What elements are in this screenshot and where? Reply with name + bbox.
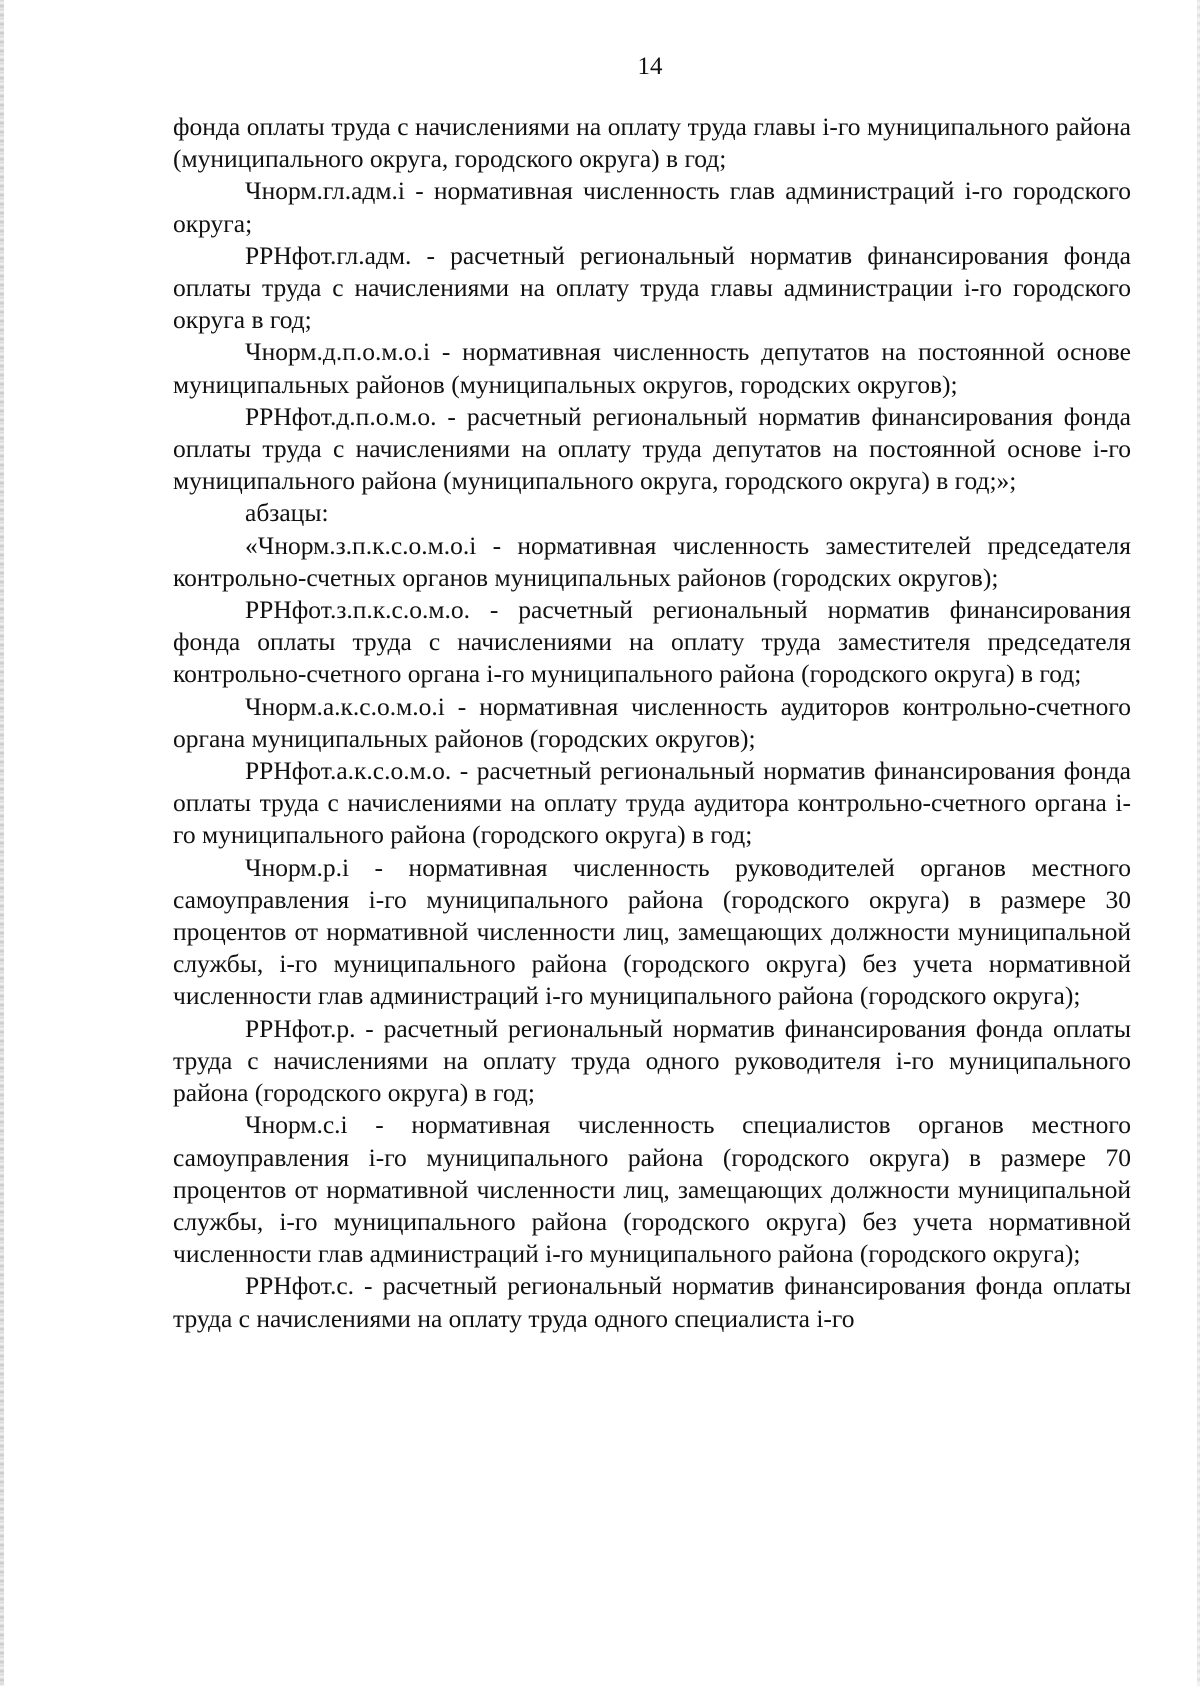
page-number-text: 14 xyxy=(637,53,663,80)
paragraph-abzacy: абзацы: xyxy=(245,498,329,528)
page-number xyxy=(0,52,1200,82)
paragraph-rrnfot-d-p-o-m-o: РРНфот.д.п.о.м.о. - расчетный региональный норматив финансирования фонда оплаты труда с начислениями на оплату труда депутатов на постоянной основе i-го муниципального района (муниципального округа, городского округа) в год;»; xyxy=(173,401,1131,496)
paragraph-chnorm-s: Чнорм.с.i - нормативная численность специалистов органов местного самоуправления i-го муниципального района (городского округа) в размере 70 процентов от нормативной численности лиц, замещающих должности муниципальной службы, i-го муниципального района (городского округа) без учета нормативной численности глав администраций i-го муниципального района (городского округа); xyxy=(173,1110,1131,1269)
paragraph-continuation: фонда оплаты труда с начислениями на оплату труда главы i-го муниципального района (муниципального округа, городского округа) в год; xyxy=(173,112,1131,174)
paragraph-chnorm-r: Чнорм.р.i - нормативная численность руководителей органов местного самоуправления i-го муниципального района (городского округа) в размере 30 процентов от нормативной численности лиц, замещающих должности муниципальной службы, i-го муниципального района (городского округа) без учета нормативной численности глав администраций i-го муниципального района (городского округа); xyxy=(173,852,1131,1011)
paragraph-rrnfot-r: РРНфот.р. - расчетный региональный норматив финансирования фонда оплаты труда с начислениями на оплату труда одного руководителя i-го муниципального района (городского округа) в год; xyxy=(173,1013,1131,1108)
paragraph-chnorm-d-p-o-m-o: Чнорм.д.п.о.м.о.i - нормативная численность депутатов на постоянной основе муниципальных районов (муниципальных округов, городских округов); xyxy=(173,337,1131,399)
paragraph-rrnfot-s: РРНфот.с. - расчетный региональный норматив финансирования фонда оплаты труда с начислениями на оплату труда одного специалиста i-го xyxy=(173,1271,1131,1333)
paragraph-rrnfot-z-p-k-s-o-m-o: РРНфот.з.п.к.с.о.м.о. - расчетный региональный норматив финансирования фонда оплаты труда с начислениями на оплату труда заместителя председателя контрольно-счетного органа i-го муниципального района (городского округа) в год; xyxy=(173,595,1131,689)
document-body xyxy=(173,111,1131,1335)
paragraph-chnorm-gl-adm: Чнорм.гл.адм.i - нормативная численность глав администраций i-го городского округа; xyxy=(173,176,1131,238)
paragraph-rrnfot-a-k-s-o-m-o: РРНфот.а.к.с.о.м.о. - расчетный региональный норматив финансирования фонда оплаты труда с начислениями на оплату труда аудитора контрольно-счетного органа i-го муниципального района (городского округа) в год; xyxy=(173,756,1131,850)
paragraph-chnorm-a-k-s-o-m-o: Чнорм.а.к.с.о.м.о.i - нормативная численность аудиторов контрольно-счетного органа муниципальных районов (городских округов); xyxy=(173,691,1131,753)
paragraph-rrnfot-gl-adm: РРНфот.гл.адм. - расчетный региональный норматив финансирования фонда оплаты труда с начислениями на оплату труда главы администрации i-го городского округа в год; xyxy=(173,240,1131,335)
scan-edge-left xyxy=(0,0,4,1686)
paragraph-chnorm-z-p-k-s-o-m-o: «Чнорм.з.п.к.с.о.м.о.i - нормативная численность заместителей председателя контрольно-счетных органов муниципальных районов (городских округов); xyxy=(173,530,1131,592)
